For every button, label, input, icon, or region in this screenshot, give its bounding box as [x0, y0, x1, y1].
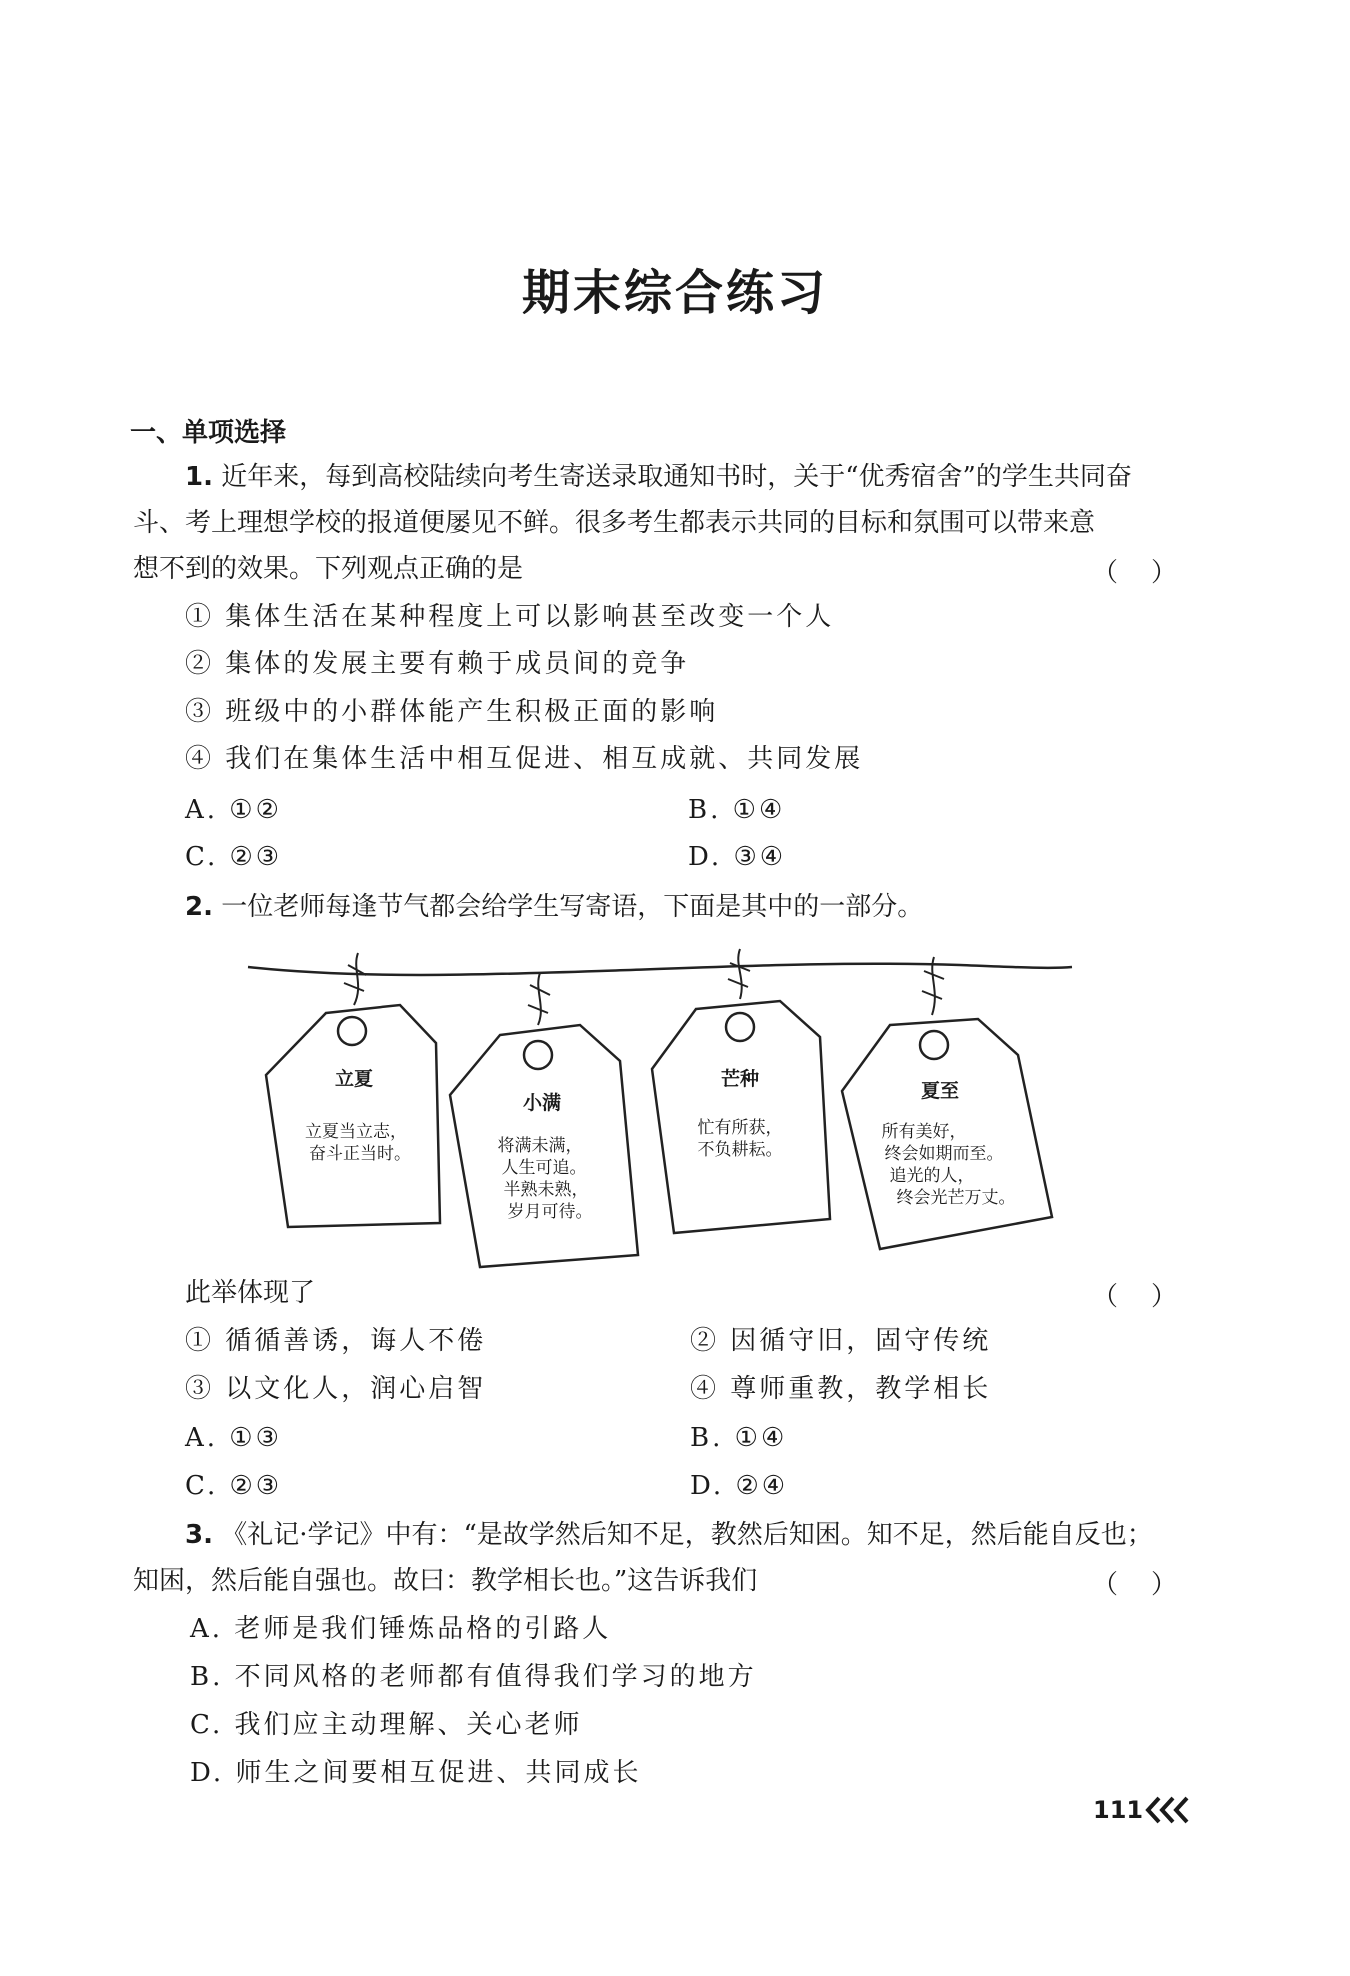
- q2-item-1: ① 循循善诱，诲人不倦: [185, 1326, 487, 1356]
- q2-item-3: ③ 以文化人，润心启智: [185, 1374, 487, 1404]
- q2-item-4: ④ 尊师重教，教学相长: [690, 1374, 992, 1404]
- q3-choice-c: C. 我们应主动理解、关心老师: [190, 1710, 583, 1740]
- q2-stem: 此举体现了: [185, 1278, 316, 1308]
- q3-number: 3.: [185, 1520, 213, 1550]
- q1-item-3: ③ 班级中的小群体能产生积极正面的影响: [185, 697, 719, 727]
- tag-lixia: [266, 953, 440, 1227]
- q1-choice-a: A. ①②: [185, 795, 282, 825]
- q1-item-4: ④ 我们在集体生活中相互促进、相互成就、共同发展: [185, 744, 864, 774]
- tag-line: 半熟未熟，: [503, 1180, 589, 1200]
- page-number: 111: [1093, 1796, 1144, 1824]
- q1-choice-d: D. ③④: [688, 842, 787, 872]
- q1-number: 1.: [185, 462, 213, 492]
- tag-title: 立夏: [334, 1068, 374, 1090]
- tag-title: 夏至: [920, 1080, 960, 1102]
- q2-choice-d: D. ②④: [690, 1471, 789, 1501]
- tag-line: 将满未满，: [497, 1136, 583, 1156]
- tag-line: 人生可追。: [501, 1158, 587, 1178]
- q1-answer-blank: （ ）: [1092, 558, 1178, 588]
- tag-line: 立夏当立志，: [305, 1122, 407, 1142]
- q3-choice-b: B. 不同风格的老师都有值得我们学习的地方: [190, 1662, 757, 1692]
- tag-line: 终会光芒万丈。: [896, 1188, 1016, 1208]
- q1-choice-c: C. ②③: [185, 842, 283, 872]
- tag-title: 小满: [522, 1092, 562, 1114]
- q2-choice-b: B. ①④: [690, 1423, 788, 1453]
- q2-choice-c: C. ②③: [185, 1471, 283, 1501]
- q3-choice-a: A. 老师是我们锤炼品格的引路人: [190, 1614, 612, 1644]
- q3-choice-d: D. 师生之间要相互促进、共同成长: [190, 1758, 642, 1788]
- q1-line-1: [185, 460, 1132, 494]
- tag-line: 追光的人，: [889, 1166, 975, 1186]
- q1-item-1: ① 集体生活在某种程度上可以影响甚至改变一个人: [185, 602, 835, 632]
- q1-line-2: 斗、考上理想学校的报道便屡见不鲜。很多考生都表示共同的目标和氛围可以带来意: [133, 508, 1096, 538]
- tag-line: 奋斗正当时。: [309, 1144, 411, 1164]
- tag-title: 芒种: [720, 1068, 760, 1090]
- tag-line: 终会如期而至。: [884, 1144, 1004, 1164]
- q1-item-2: ② 集体的发展主要有赖于成员间的竞争: [185, 649, 690, 679]
- tag-xiazhi: [842, 957, 1052, 1249]
- tag-line: 不负耕耘。: [697, 1140, 783, 1160]
- q2-answer-blank: （ ）: [1092, 1282, 1178, 1312]
- q1-line-3: 想不到的效果。下列观点正确的是: [133, 554, 524, 584]
- q3-line-2: 知困，然后能自强也。故曰：教学相长也。”这告诉我们: [133, 1566, 758, 1596]
- q2-choice-a: A. ①③: [185, 1423, 282, 1453]
- section-title: 一、单项选择: [130, 418, 287, 448]
- tag-line: 忙有所获，: [697, 1118, 783, 1138]
- q2-line-1: [185, 890, 923, 924]
- q3-text-1: 《礼记·学记》中有：“是故学然后知不足，教然后知困。知不足，然后能自反也；: [221, 1520, 1153, 1550]
- hanging-string: [248, 964, 1072, 975]
- tag-xiaoman: [450, 973, 638, 1267]
- q3-line-1: [185, 1518, 1153, 1552]
- tag-line: 所有美好，: [881, 1122, 967, 1142]
- q3-answer-blank: （ ）: [1092, 1570, 1178, 1600]
- q2-number: 2.: [185, 892, 213, 922]
- page-title: 期末综合练习: [521, 265, 828, 321]
- q1-text-1: 近年来，每到高校陆续向考生寄送录取通知书时，关于“优秀宿舍”的学生共同奋: [221, 462, 1132, 492]
- q2-item-2: ② 因循守旧，固守传统: [690, 1326, 992, 1356]
- triple-chevron-left-icon: [1145, 1795, 1191, 1825]
- q2-text-1: 一位老师每逢节气都会给学生写寄语，下面是其中的一部分。: [221, 892, 924, 922]
- solar-term-tags-illustration: [240, 945, 1080, 1290]
- tag-line: 岁月可待。: [507, 1202, 593, 1222]
- tag-mangzhong: [652, 949, 830, 1233]
- q1-choice-b: B. ①④: [688, 795, 786, 825]
